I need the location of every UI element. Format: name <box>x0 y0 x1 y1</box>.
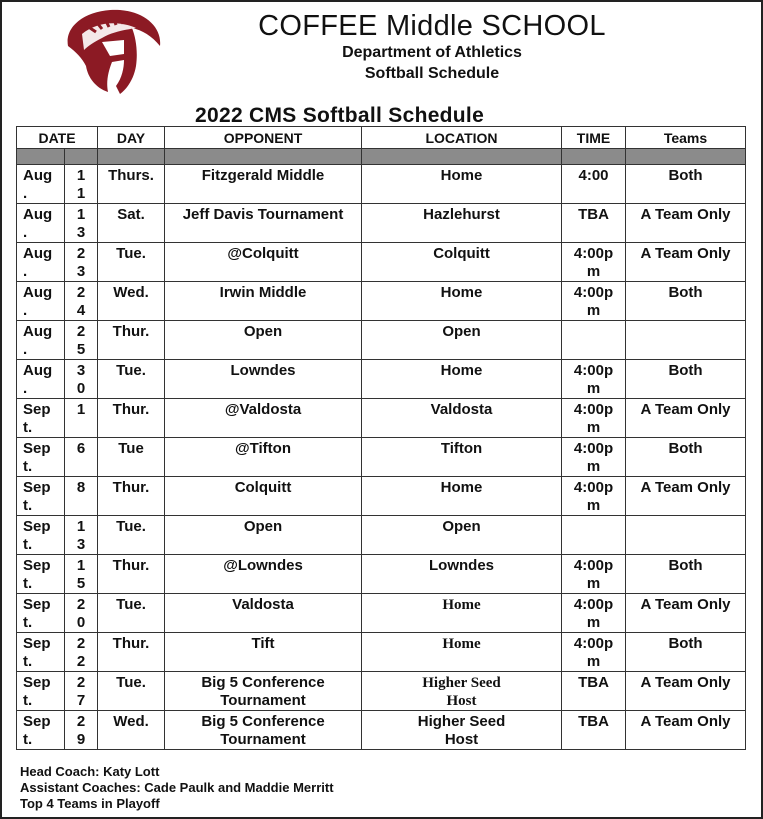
cell-teams: A Team Only <box>626 477 746 516</box>
cell-weekday: Thur. <box>98 399 165 438</box>
schedule-subtitle: Softball Schedule <box>364 65 500 82</box>
cell-weekday: Thur. <box>98 555 165 594</box>
cell-location: Hazlehurst <box>362 204 562 243</box>
cell-time <box>562 321 626 360</box>
cell-opponent: Jeff Davis Tournament <box>165 204 362 243</box>
cell-time: 4:00p m <box>562 399 626 438</box>
cell-weekday: Tue. <box>98 672 165 711</box>
cell-date-day: 2 4 <box>65 282 98 321</box>
schedule-row <box>17 672 746 711</box>
cell-location: Home <box>362 360 562 399</box>
schedule-row <box>17 165 746 204</box>
cell-date-day: 1 1 <box>65 165 98 204</box>
cell-teams: Both <box>626 438 746 477</box>
cell-date-month: Sep t. <box>17 516 65 555</box>
cell-location: Home <box>362 594 562 633</box>
cell-opponent: Tift <box>165 633 362 672</box>
cell-opponent: @Tifton <box>165 438 362 477</box>
cell-teams: Both <box>626 165 746 204</box>
cell-date-month: Sep t. <box>17 711 65 750</box>
schedule-row <box>17 438 746 477</box>
cell-location: Home <box>362 165 562 204</box>
cell-date-day: 1 5 <box>65 555 98 594</box>
spartan-helmet-logo <box>62 6 166 98</box>
cell-time: 4:00p m <box>562 633 626 672</box>
cell-teams: A Team Only <box>626 594 746 633</box>
schedule-row <box>17 204 746 243</box>
cell-date-month: Aug . <box>17 360 65 399</box>
cell-opponent: Open <box>165 516 362 555</box>
assistant-coaches: Assistant Coaches: Cade Paulk and Maddie Merritt <box>20 780 334 795</box>
cell-date-month: Aug . <box>17 282 65 321</box>
cell-time: 4:00p m <box>562 594 626 633</box>
schedule-row <box>17 282 746 321</box>
schedule-row <box>17 321 746 360</box>
cell-opponent: Valdosta <box>165 594 362 633</box>
col-header-location: LOCATION <box>362 127 562 149</box>
cell-opponent: Fitzgerald Middle <box>165 165 362 204</box>
schedule-row <box>17 711 746 750</box>
cell-location: Home <box>362 633 562 672</box>
cell-date-day: 2 5 <box>65 321 98 360</box>
cell-date-day: 1 3 <box>65 204 98 243</box>
cell-teams: Both <box>626 633 746 672</box>
cell-weekday: Thur. <box>98 477 165 516</box>
cell-date-day: 1 3 <box>65 516 98 555</box>
cell-opponent: @Colquitt <box>165 243 362 282</box>
cell-weekday: Wed. <box>98 711 165 750</box>
cell-location: Higher Seed Host <box>362 672 562 711</box>
schedule-row <box>17 360 746 399</box>
cell-weekday: Tue. <box>98 594 165 633</box>
cell-weekday: Tue. <box>98 360 165 399</box>
cell-date-day: 1 <box>65 399 98 438</box>
footer <box>20 764 334 812</box>
cell-teams: Both <box>626 555 746 594</box>
cell-date-month: Sep t. <box>17 399 65 438</box>
cell-teams: A Team Only <box>626 204 746 243</box>
cell-date-day: 2 2 <box>65 633 98 672</box>
playoff-note: Top 4 Teams in Playoff <box>20 796 160 811</box>
schedule-row <box>17 477 746 516</box>
cell-opponent: Colquitt <box>165 477 362 516</box>
cell-teams: A Team Only <box>626 672 746 711</box>
cell-location: Higher Seed Host <box>362 711 562 750</box>
cell-location: Lowndes <box>362 555 562 594</box>
cell-date-month: Aug . <box>17 243 65 282</box>
cell-weekday: Tue <box>98 438 165 477</box>
cell-location: Open <box>362 516 562 555</box>
col-header-time: TIME <box>562 127 626 149</box>
cell-teams: A Team Only <box>626 243 746 282</box>
cell-time: 4:00p m <box>562 477 626 516</box>
cell-weekday: Wed. <box>98 282 165 321</box>
cell-time: 4:00p m <box>562 555 626 594</box>
cell-date-day: 8 <box>65 477 98 516</box>
schedule-row <box>17 243 746 282</box>
cell-date-day: 2 0 <box>65 594 98 633</box>
cell-date-day: 2 7 <box>65 672 98 711</box>
cell-date-month: Sep t. <box>17 477 65 516</box>
shaded-divider-row <box>17 149 746 165</box>
cell-teams: Both <box>626 282 746 321</box>
cell-location: Tifton <box>362 438 562 477</box>
schedule-row <box>17 633 746 672</box>
cell-time: 4:00 <box>562 165 626 204</box>
schedule-row <box>17 516 746 555</box>
cell-date-day: 2 3 <box>65 243 98 282</box>
head-coach: Head Coach: Katy Lott <box>20 764 160 779</box>
cell-time: 4:00p m <box>562 243 626 282</box>
header-row <box>17 127 746 149</box>
cell-weekday: Tue. <box>98 516 165 555</box>
cell-time <box>562 516 626 555</box>
cell-opponent: @Valdosta <box>165 399 362 438</box>
cell-weekday: Tue. <box>98 243 165 282</box>
cell-date-day: 2 9 <box>65 711 98 750</box>
cell-opponent: Lowndes <box>165 360 362 399</box>
cell-teams: A Team Only <box>626 711 746 750</box>
cell-time: TBA <box>562 672 626 711</box>
cell-time: TBA <box>562 711 626 750</box>
cell-date-month: Aug . <box>17 165 65 204</box>
cell-weekday: Thur. <box>98 321 165 360</box>
cell-date-month: Sep t. <box>17 555 65 594</box>
cell-opponent: Big 5 Conference Tournament <box>165 672 362 711</box>
cell-date-month: Aug . <box>17 204 65 243</box>
schedule-row <box>17 555 746 594</box>
cell-date-month: Sep t. <box>17 438 65 477</box>
col-header-day: DAY <box>98 127 165 149</box>
cell-teams <box>626 321 746 360</box>
cell-date-month: Aug . <box>17 321 65 360</box>
cell-opponent: Big 5 Conference Tournament <box>165 711 362 750</box>
schedule-rows <box>17 165 746 750</box>
cell-location: Valdosta <box>362 399 562 438</box>
cell-opponent: @Lowndes <box>165 555 362 594</box>
cell-time: TBA <box>562 204 626 243</box>
col-header-teams: Teams <box>626 127 746 149</box>
cell-location: Home <box>362 282 562 321</box>
cell-date-month: Sep t. <box>17 633 65 672</box>
cell-teams: Both <box>626 360 746 399</box>
cell-time: 4:00p m <box>562 438 626 477</box>
cell-weekday: Thurs. <box>98 165 165 204</box>
cell-weekday: Thur. <box>98 633 165 672</box>
department-name: Department of Athletics <box>342 44 522 61</box>
schedule-row <box>17 399 746 438</box>
cell-location: Colquitt <box>362 243 562 282</box>
table-title: 2022 CMS Softball Schedule <box>195 104 485 127</box>
col-header-opponent: OPPONENT <box>165 127 362 149</box>
schedule-table <box>16 126 746 750</box>
cell-date-month: Sep t. <box>17 672 65 711</box>
schedule-row <box>17 594 746 633</box>
cell-teams <box>626 516 746 555</box>
col-header-date: DATE <box>17 127 98 149</box>
cell-opponent: Open <box>165 321 362 360</box>
cell-location: Home <box>362 477 562 516</box>
cell-time: 4:00p m <box>562 282 626 321</box>
cell-location: Open <box>362 321 562 360</box>
cell-opponent: Irwin Middle <box>165 282 362 321</box>
cell-time: 4:00p m <box>562 360 626 399</box>
cell-date-day: 6 <box>65 438 98 477</box>
cell-date-month: Sep t. <box>17 594 65 633</box>
cell-teams: A Team Only <box>626 399 746 438</box>
cell-weekday: Sat. <box>98 204 165 243</box>
school-name: COFFEE Middle SCHOOL <box>258 10 606 42</box>
cell-date-day: 3 0 <box>65 360 98 399</box>
